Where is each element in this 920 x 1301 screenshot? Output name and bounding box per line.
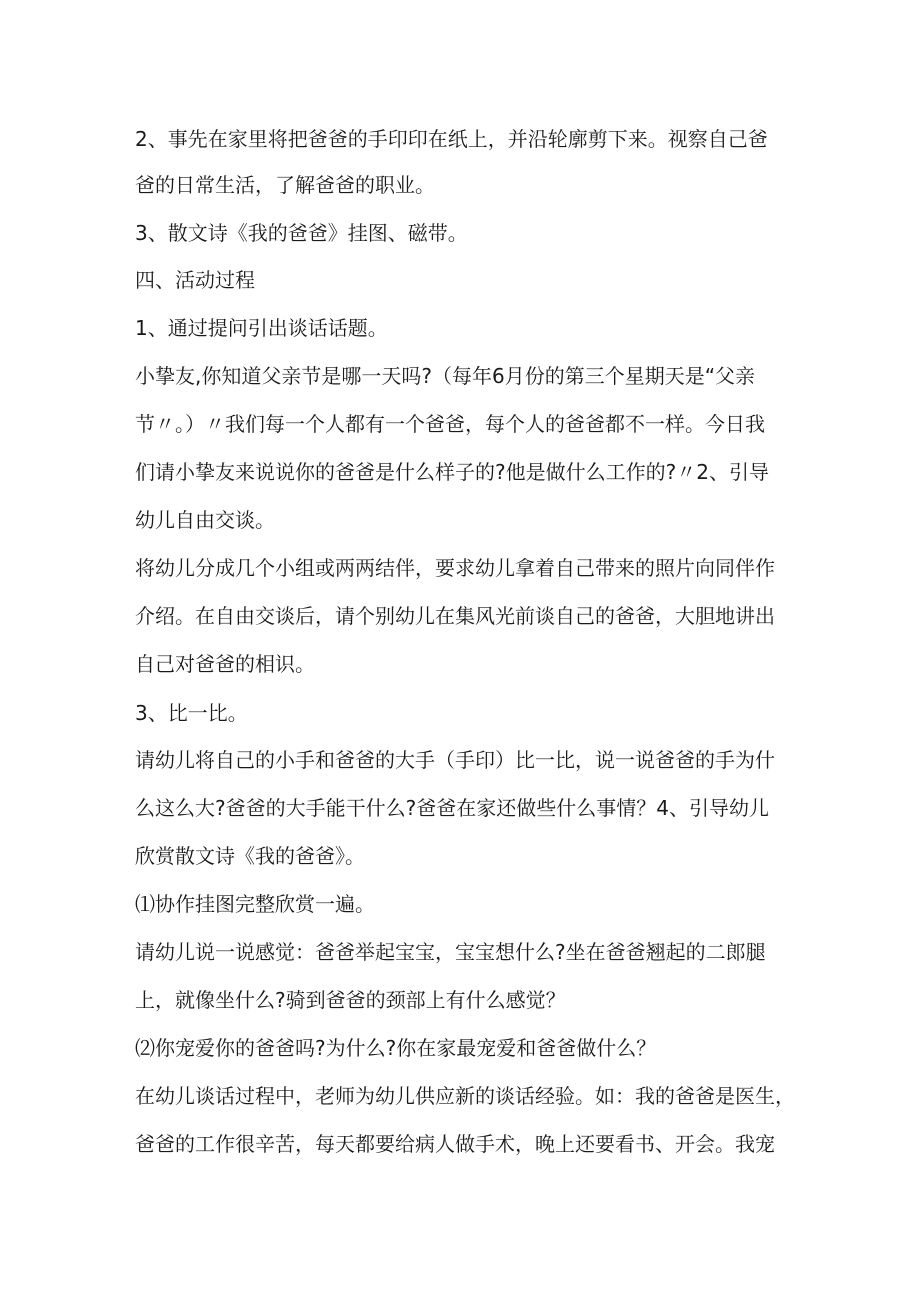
text-line: ⑴协作挂图完整欣赏一遍。 bbox=[135, 892, 375, 916]
text-line: 3、散文诗《我的爸爸》挂图、磁带。 bbox=[135, 221, 468, 245]
text-line: 在幼儿谈话过程中，老师为幼儿供应新的谈话经验。如：我的爸爸是医生， bbox=[135, 1084, 795, 1108]
text-line: 请幼儿说一说感觉：爸爸举起宝宝，宝宝想什么?坐在爸爸翘起的二郎腿 bbox=[135, 940, 766, 964]
text-line: 爸爸的工作很辛苦，每天都要给病人做手术，晚上还要看书、开会。我宠 bbox=[135, 1132, 775, 1156]
text-line: 介绍。在自由交谈后，请个别幼儿在集风光前谈自己的爸爸，大胆地讲出 bbox=[135, 604, 775, 628]
text-line: 爸的日常生活，了解爸爸的职业。 bbox=[135, 173, 435, 197]
text-line: 么这么大?爸爸的大手能干什么?爸爸在家还做些什么事情？4、引导幼儿 bbox=[135, 796, 769, 820]
text-line: 小挚友,你知道父亲节是哪一天吗?（每年6月份的第三个星期天是“父亲 bbox=[135, 364, 756, 388]
text-line: 1、通过提问引出谈话话题。 bbox=[135, 316, 388, 340]
text-line: 们请小挚友来说说你的爸爸是什么样子的?他是做什么工作的?〃2、引导 bbox=[135, 460, 769, 484]
text-line: 幼儿自由交谈。 bbox=[135, 508, 275, 532]
text-line: 3、比一比。 bbox=[135, 701, 248, 725]
text-line: 欣赏散文诗《我的爸爸》。 bbox=[135, 844, 365, 868]
text-line: 节〃。）〃我们每一个人都有一个爸爸，每个人的爸爸都不一样。今日我 bbox=[135, 412, 765, 436]
section-heading: 四、活动过程 bbox=[135, 268, 255, 292]
text-line: 请幼儿将自己的小手和爸爸的大手（手印）比一比，说一说爸爸的手为什 bbox=[135, 748, 775, 772]
text-line: 将幼儿分成几个小组或两两结伴，要求幼儿拿着自己带来的照片向同伴作 bbox=[135, 556, 775, 580]
text-line: 2、事先在家里将把爸爸的手印印在纸上，并沿轮廓剪下来。视察自己爸 bbox=[135, 127, 768, 151]
text-line: ⑵你宠爱你的爸爸吗?为什么?你在家最宠爱和爸爸做什么？ bbox=[135, 1036, 657, 1060]
text-line: 上，就像坐什么?骑到爸爸的颈部上有什么感觉？ bbox=[135, 988, 566, 1012]
text-line: 自己对爸爸的相识。 bbox=[135, 652, 315, 676]
